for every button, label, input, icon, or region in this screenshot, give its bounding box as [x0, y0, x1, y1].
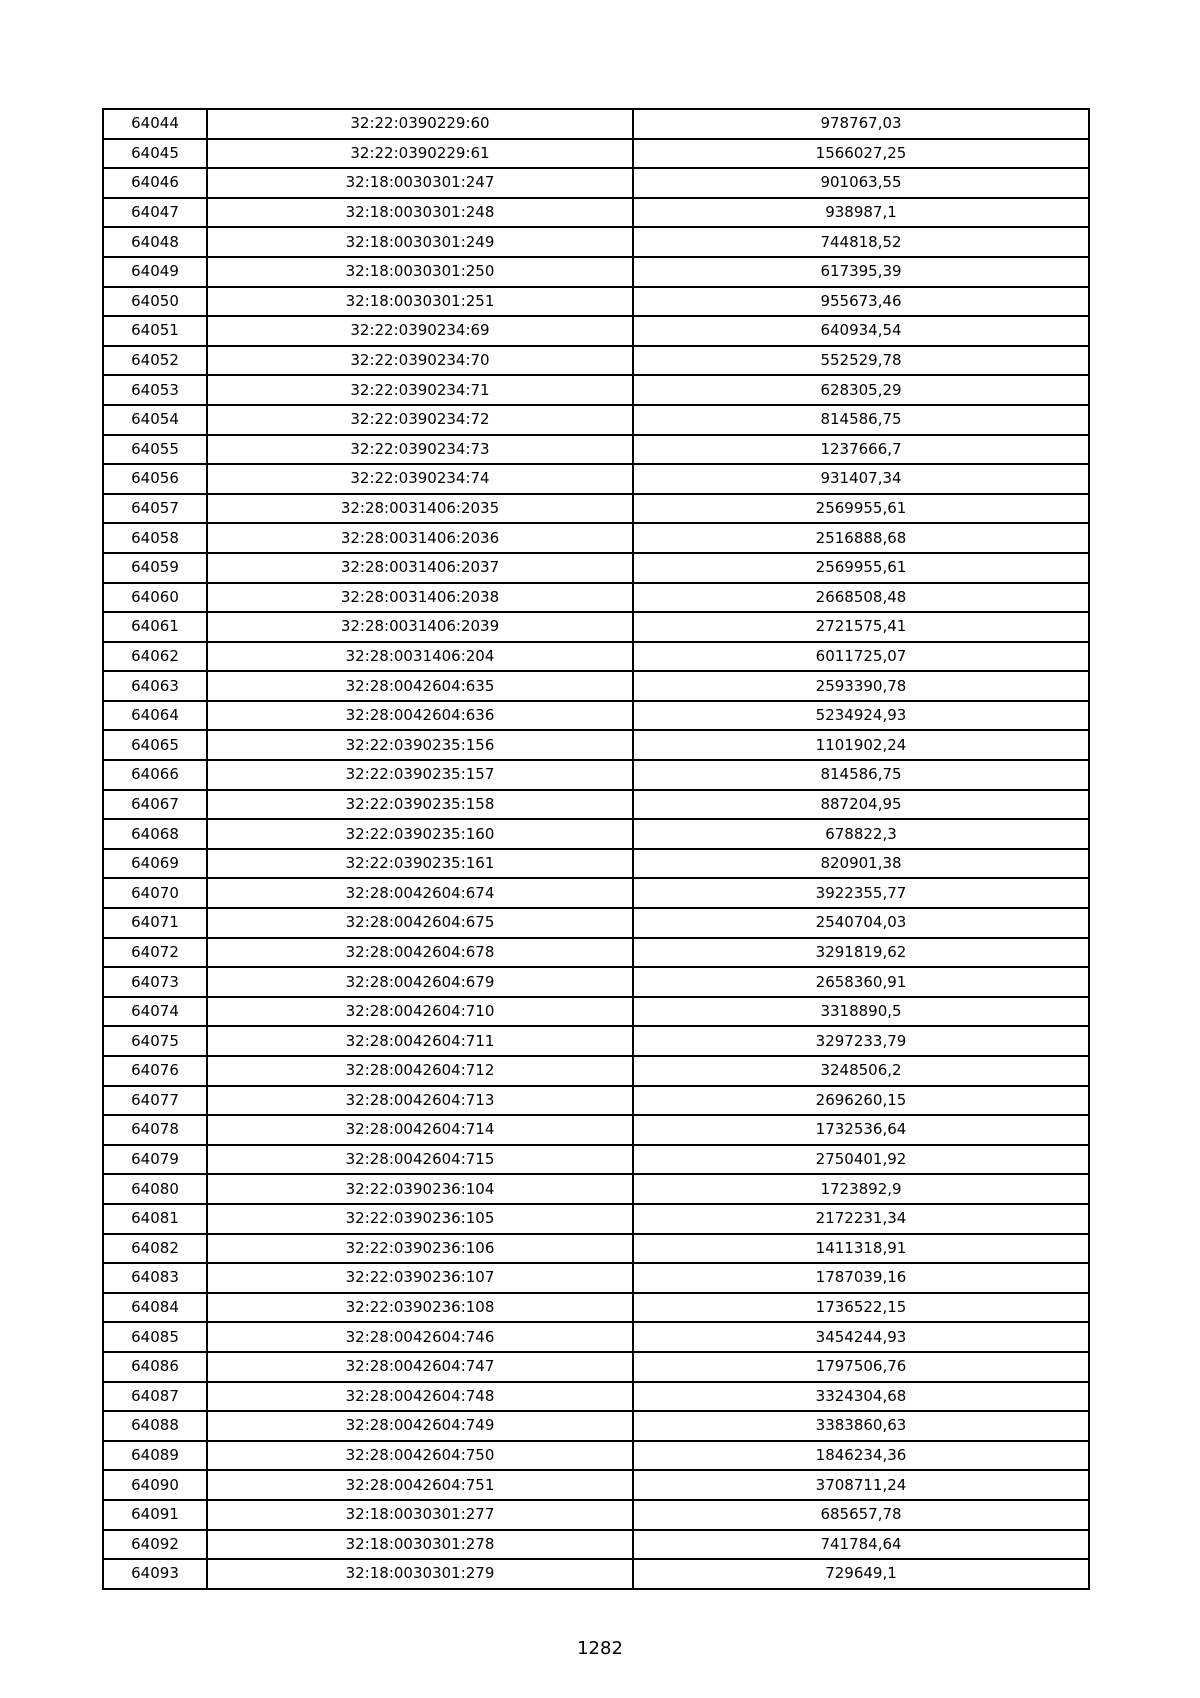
- table-row: [103, 1145, 1089, 1175]
- cadastral-number-cell: 32:28:0042604:712: [207, 1056, 633, 1086]
- table-row: [103, 1352, 1089, 1382]
- table-row: [103, 1174, 1089, 1204]
- row-number-cell: 64085: [103, 1322, 207, 1352]
- cadastral-number-cell: 32:22:0390234:72: [207, 405, 633, 435]
- value-cell: 887204,95: [633, 790, 1089, 820]
- cadastral-number-cell: 32:22:0390235:157: [207, 760, 633, 790]
- cadastral-number-cell: 32:18:0030301:278: [207, 1530, 633, 1560]
- value-cell: 3324304,68: [633, 1382, 1089, 1412]
- value-cell: 3297233,79: [633, 1026, 1089, 1056]
- value-cell: 2721575,41: [633, 612, 1089, 642]
- row-number-cell: 64062: [103, 642, 207, 672]
- row-number-cell: 64091: [103, 1500, 207, 1530]
- value-cell: 3291819,62: [633, 938, 1089, 968]
- cadastral-number-cell: 32:28:0042604:679: [207, 967, 633, 997]
- value-cell: 678822,3: [633, 819, 1089, 849]
- value-cell: 552529,78: [633, 346, 1089, 376]
- table-row: [103, 1382, 1089, 1412]
- row-number-cell: 64051: [103, 316, 207, 346]
- row-number-cell: 64056: [103, 464, 207, 494]
- table-row: [103, 316, 1089, 346]
- row-number-cell: 64093: [103, 1559, 207, 1589]
- cadastral-number-cell: 32:22:0390234:69: [207, 316, 633, 346]
- table-row: [103, 967, 1089, 997]
- page-number: 1282: [577, 1638, 623, 1659]
- cadastral-number-cell: 32:28:0042604:678: [207, 938, 633, 968]
- row-number-cell: 64092: [103, 1530, 207, 1560]
- value-cell: 2593390,78: [633, 671, 1089, 701]
- value-cell: 2750401,92: [633, 1145, 1089, 1175]
- row-number-cell: 64090: [103, 1470, 207, 1500]
- row-number-cell: 64045: [103, 139, 207, 169]
- value-cell: 3383860,63: [633, 1411, 1089, 1441]
- row-number-cell: 64069: [103, 849, 207, 879]
- cadastral-number-cell: 32:22:0390234:73: [207, 435, 633, 465]
- cadastral-number-cell: 32:28:0031406:2035: [207, 494, 633, 524]
- cadastral-number-cell: 32:22:0390229:60: [207, 109, 633, 139]
- row-number-cell: 64068: [103, 819, 207, 849]
- table-row: [103, 435, 1089, 465]
- row-number-cell: 64057: [103, 494, 207, 524]
- value-cell: 814586,75: [633, 760, 1089, 790]
- cadastral-number-cell: 32:28:0042604:713: [207, 1086, 633, 1116]
- table-row: [103, 1470, 1089, 1500]
- table-row: [103, 1234, 1089, 1264]
- table-row: [103, 1530, 1089, 1560]
- table-row: [103, 583, 1089, 613]
- value-cell: 2569955,61: [633, 553, 1089, 583]
- table-row: [103, 257, 1089, 287]
- table-row: [103, 287, 1089, 317]
- table-row: [103, 227, 1089, 257]
- value-cell: 901063,55: [633, 168, 1089, 198]
- table-row: [103, 642, 1089, 672]
- cadastral-number-cell: 32:22:0390236:108: [207, 1293, 633, 1323]
- table-row: [103, 109, 1089, 139]
- row-number-cell: 64087: [103, 1382, 207, 1412]
- cadastral-number-cell: 32:28:0031406:204: [207, 642, 633, 672]
- cadastral-number-cell: 32:28:0042604:746: [207, 1322, 633, 1352]
- table-body: [103, 109, 1089, 1589]
- value-cell: 729649,1: [633, 1559, 1089, 1589]
- row-number-cell: 64082: [103, 1234, 207, 1264]
- value-cell: 6011725,07: [633, 642, 1089, 672]
- row-number-cell: 64076: [103, 1056, 207, 1086]
- value-cell: 744818,52: [633, 227, 1089, 257]
- row-number-cell: 64063: [103, 671, 207, 701]
- value-cell: 5234924,93: [633, 701, 1089, 731]
- value-cell: 1237666,7: [633, 435, 1089, 465]
- table-row: [103, 168, 1089, 198]
- table-row: [103, 730, 1089, 760]
- row-number-cell: 64089: [103, 1441, 207, 1471]
- row-number-cell: 64061: [103, 612, 207, 642]
- row-number-cell: 64088: [103, 1411, 207, 1441]
- value-cell: 3922355,77: [633, 878, 1089, 908]
- table-row: [103, 375, 1089, 405]
- row-number-cell: 64077: [103, 1086, 207, 1116]
- table-row: [103, 346, 1089, 376]
- row-number-cell: 64086: [103, 1352, 207, 1382]
- table-row: [103, 790, 1089, 820]
- table-row: [103, 1056, 1089, 1086]
- value-cell: 931407,34: [633, 464, 1089, 494]
- value-cell: 741784,64: [633, 1530, 1089, 1560]
- value-cell: 2172231,34: [633, 1204, 1089, 1234]
- table-row: [103, 1411, 1089, 1441]
- cadastral-number-cell: 32:28:0042604:635: [207, 671, 633, 701]
- value-cell: 1846234,36: [633, 1441, 1089, 1471]
- table-row: [103, 878, 1089, 908]
- row-number-cell: 64066: [103, 760, 207, 790]
- cadastral-number-cell: 32:18:0030301:249: [207, 227, 633, 257]
- cadastral-number-cell: 32:28:0031406:2037: [207, 553, 633, 583]
- row-number-cell: 64065: [103, 730, 207, 760]
- cadastral-number-cell: 32:22:0390236:107: [207, 1263, 633, 1293]
- table-row: [103, 139, 1089, 169]
- cadastral-number-cell: 32:28:0042604:749: [207, 1411, 633, 1441]
- cadastral-number-cell: 32:22:0390236:104: [207, 1174, 633, 1204]
- cadastral-number-cell: 32:28:0042604:674: [207, 878, 633, 908]
- cadastral-number-cell: 32:22:0390235:161: [207, 849, 633, 879]
- row-number-cell: 64044: [103, 109, 207, 139]
- row-number-cell: 64046: [103, 168, 207, 198]
- data-table: [102, 108, 1090, 1590]
- table-row: [103, 1115, 1089, 1145]
- cadastral-number-cell: 32:28:0031406:2039: [207, 612, 633, 642]
- cadastral-number-cell: 32:28:0042604:751: [207, 1470, 633, 1500]
- value-cell: 3318890,5: [633, 997, 1089, 1027]
- value-cell: 938987,1: [633, 198, 1089, 228]
- value-cell: 2696260,15: [633, 1086, 1089, 1116]
- table-row: [103, 938, 1089, 968]
- table-row: [103, 849, 1089, 879]
- table-row: [103, 1204, 1089, 1234]
- value-cell: 3454244,93: [633, 1322, 1089, 1352]
- value-cell: 2668508,48: [633, 583, 1089, 613]
- table-row: [103, 997, 1089, 1027]
- value-cell: 2569955,61: [633, 494, 1089, 524]
- row-number-cell: 64074: [103, 997, 207, 1027]
- row-number-cell: 64078: [103, 1115, 207, 1145]
- cadastral-number-cell: 32:18:0030301:251: [207, 287, 633, 317]
- cadastral-number-cell: 32:18:0030301:247: [207, 168, 633, 198]
- value-cell: 1411318,91: [633, 1234, 1089, 1264]
- value-cell: 640934,54: [633, 316, 1089, 346]
- cadastral-number-cell: 32:28:0031406:2036: [207, 523, 633, 553]
- table-row: [103, 671, 1089, 701]
- value-cell: 617395,39: [633, 257, 1089, 287]
- cadastral-number-cell: 32:18:0030301:277: [207, 1500, 633, 1530]
- table-row: [103, 1026, 1089, 1056]
- cadastral-number-cell: 32:22:0390235:158: [207, 790, 633, 820]
- row-number-cell: 64070: [103, 878, 207, 908]
- value-cell: 3248506,2: [633, 1056, 1089, 1086]
- value-cell: 628305,29: [633, 375, 1089, 405]
- table-row: [103, 701, 1089, 731]
- row-number-cell: 64083: [103, 1263, 207, 1293]
- row-number-cell: 64064: [103, 701, 207, 731]
- row-number-cell: 64048: [103, 227, 207, 257]
- row-number-cell: 64075: [103, 1026, 207, 1056]
- table-row: [103, 1322, 1089, 1352]
- cadastral-number-cell: 32:28:0042604:711: [207, 1026, 633, 1056]
- row-number-cell: 64054: [103, 405, 207, 435]
- table-row: [103, 1441, 1089, 1471]
- cadastral-number-cell: 32:28:0031406:2038: [207, 583, 633, 613]
- row-number-cell: 64060: [103, 583, 207, 613]
- cadastral-number-cell: 32:28:0042604:748: [207, 1382, 633, 1412]
- value-cell: 1101902,24: [633, 730, 1089, 760]
- table-row: [103, 1293, 1089, 1323]
- table-row: [103, 523, 1089, 553]
- cadastral-number-cell: 32:22:0390236:106: [207, 1234, 633, 1264]
- table-row: [103, 405, 1089, 435]
- value-cell: 2658360,91: [633, 967, 1089, 997]
- cadastral-number-cell: 32:28:0042604:675: [207, 908, 633, 938]
- table-row: [103, 494, 1089, 524]
- table-row: [103, 1086, 1089, 1116]
- row-number-cell: 64081: [103, 1204, 207, 1234]
- value-cell: 1566027,25: [633, 139, 1089, 169]
- value-cell: 3708711,24: [633, 1470, 1089, 1500]
- table-row: [103, 1263, 1089, 1293]
- row-number-cell: 64049: [103, 257, 207, 287]
- value-cell: 685657,78: [633, 1500, 1089, 1530]
- table-row: [103, 908, 1089, 938]
- value-cell: 820901,38: [633, 849, 1089, 879]
- cadastral-number-cell: 32:22:0390235:156: [207, 730, 633, 760]
- cadastral-number-cell: 32:28:0042604:710: [207, 997, 633, 1027]
- table-row: [103, 553, 1089, 583]
- row-number-cell: 64072: [103, 938, 207, 968]
- row-number-cell: 64055: [103, 435, 207, 465]
- table-row: [103, 819, 1089, 849]
- value-cell: 1736522,15: [633, 1293, 1089, 1323]
- row-number-cell: 64073: [103, 967, 207, 997]
- cadastral-number-cell: 32:22:0390235:160: [207, 819, 633, 849]
- table-row: [103, 760, 1089, 790]
- value-cell: 955673,46: [633, 287, 1089, 317]
- cadastral-number-cell: 32:22:0390234:70: [207, 346, 633, 376]
- cadastral-number-cell: 32:22:0390234:71: [207, 375, 633, 405]
- cadastral-number-cell: 32:28:0042604:750: [207, 1441, 633, 1471]
- cadastral-number-cell: 32:18:0030301:279: [207, 1559, 633, 1589]
- value-cell: 2516888,68: [633, 523, 1089, 553]
- row-number-cell: 64079: [103, 1145, 207, 1175]
- row-number-cell: 64080: [103, 1174, 207, 1204]
- row-number-cell: 64067: [103, 790, 207, 820]
- value-cell: 814586,75: [633, 405, 1089, 435]
- cadastral-number-cell: 32:28:0042604:714: [207, 1115, 633, 1145]
- row-number-cell: 64084: [103, 1293, 207, 1323]
- row-number-cell: 64050: [103, 287, 207, 317]
- cadastral-number-cell: 32:28:0042604:715: [207, 1145, 633, 1175]
- table-row: [103, 198, 1089, 228]
- value-cell: 1787039,16: [633, 1263, 1089, 1293]
- value-cell: 1797506,76: [633, 1352, 1089, 1382]
- row-number-cell: 64053: [103, 375, 207, 405]
- row-number-cell: 64059: [103, 553, 207, 583]
- cadastral-number-cell: 32:18:0030301:250: [207, 257, 633, 287]
- value-cell: 978767,03: [633, 109, 1089, 139]
- cadastral-number-cell: 32:28:0042604:747: [207, 1352, 633, 1382]
- cadastral-number-cell: 32:22:0390234:74: [207, 464, 633, 494]
- row-number-cell: 64071: [103, 908, 207, 938]
- row-number-cell: 64047: [103, 198, 207, 228]
- table-row: [103, 464, 1089, 494]
- row-number-cell: 64058: [103, 523, 207, 553]
- value-cell: 1723892,9: [633, 1174, 1089, 1204]
- cadastral-number-cell: 32:22:0390236:105: [207, 1204, 633, 1234]
- table-row: [103, 612, 1089, 642]
- row-number-cell: 64052: [103, 346, 207, 376]
- table-row: [103, 1559, 1089, 1589]
- table-row: [103, 1500, 1089, 1530]
- value-cell: 1732536,64: [633, 1115, 1089, 1145]
- value-cell: 2540704,03: [633, 908, 1089, 938]
- cadastral-number-cell: 32:28:0042604:636: [207, 701, 633, 731]
- cadastral-number-cell: 32:22:0390229:61: [207, 139, 633, 169]
- cadastral-number-cell: 32:18:0030301:248: [207, 198, 633, 228]
